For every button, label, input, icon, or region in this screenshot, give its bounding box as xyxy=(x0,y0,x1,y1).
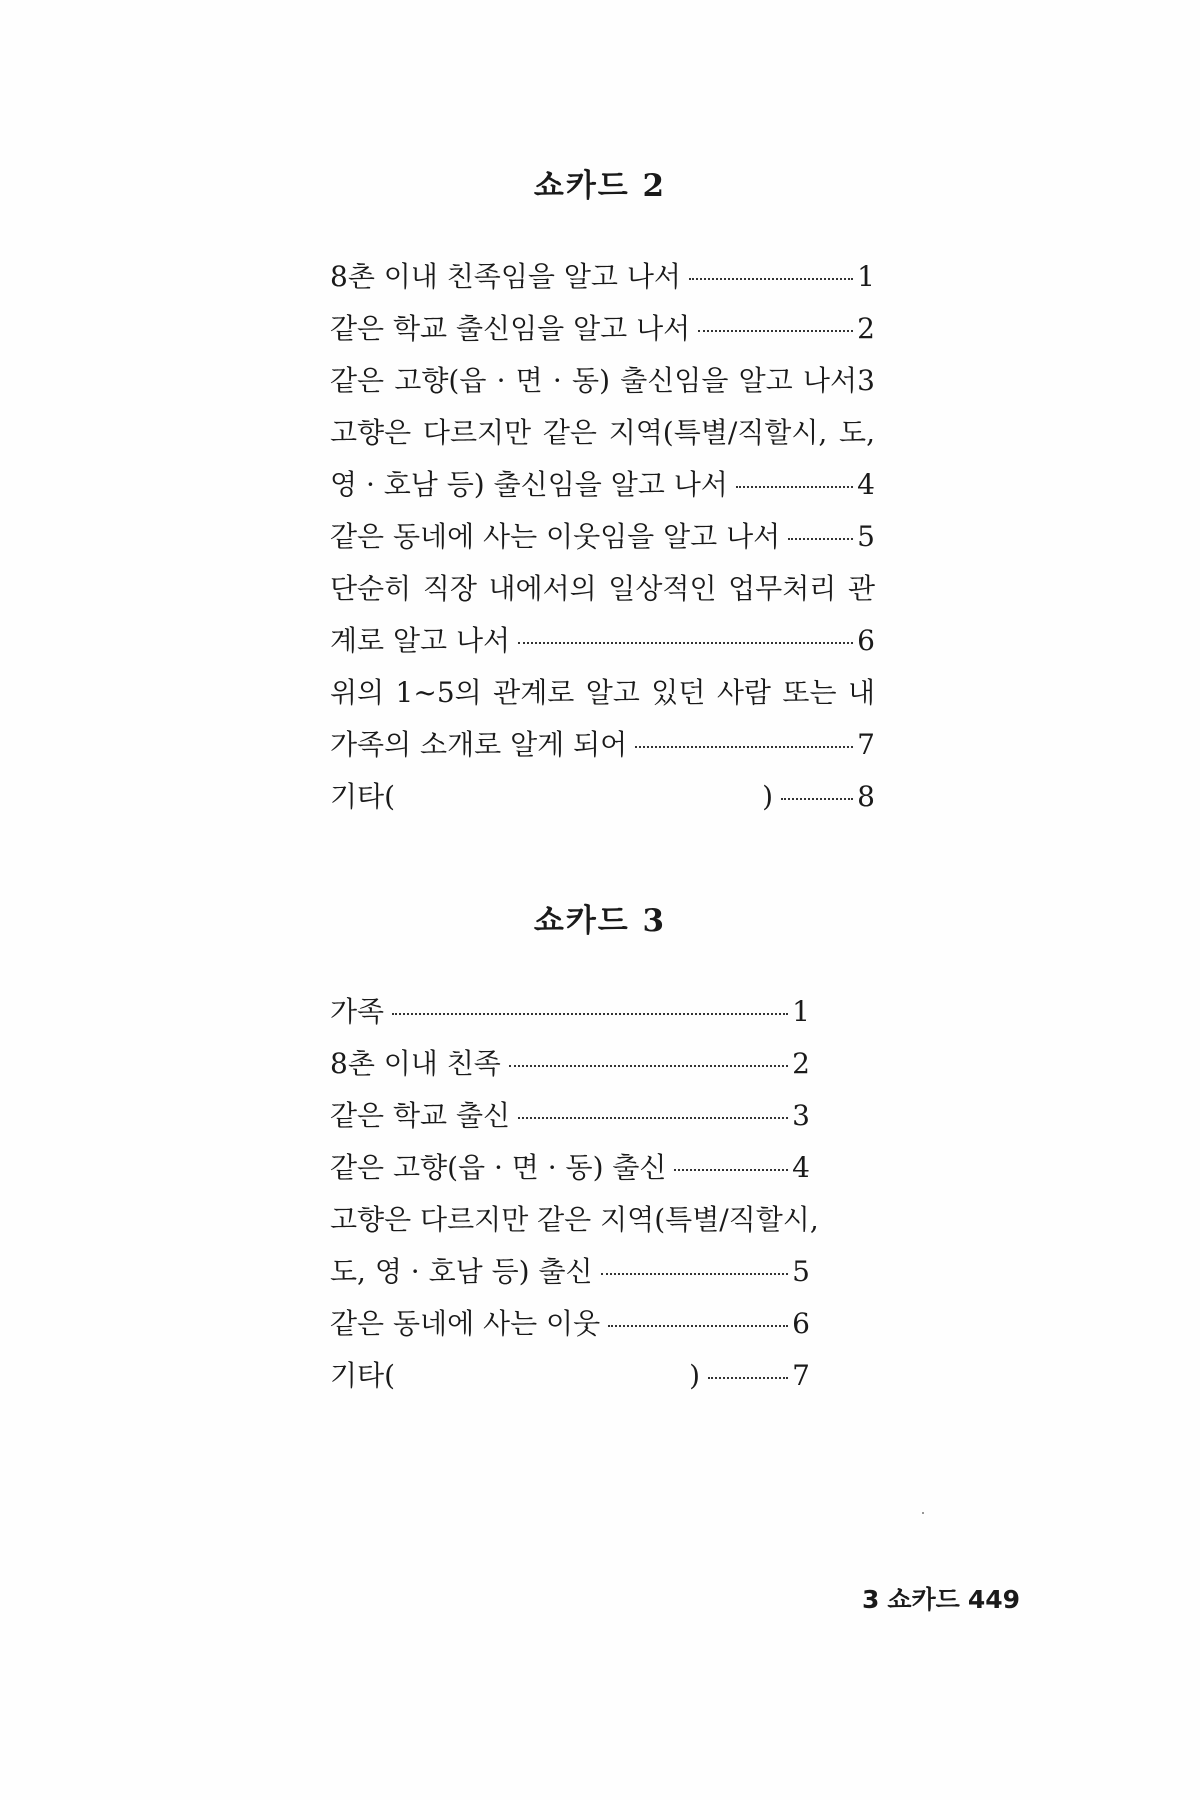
dot-leader xyxy=(708,1377,788,1379)
item-label: 같은 고향(읍 · 면 · 동) 출신 xyxy=(330,1151,667,1184)
item-number: 2 xyxy=(857,312,875,345)
item-label: 같은 학교 출신임을 알고 나서 xyxy=(330,312,691,345)
item-number: 1 xyxy=(792,995,810,1028)
item-number: 2 xyxy=(792,1047,810,1080)
item-label: 가족의 소개로 알게 되어 xyxy=(330,728,628,761)
item-label: 계로 알고 나서 xyxy=(330,624,511,657)
footer-section: 쇼카드 xyxy=(887,1585,960,1614)
item-label-line1: 위의 1~5의 관계로 알고 있던 사람 또는 내 xyxy=(330,676,875,709)
item-label: 같은 동네에 사는 이웃 xyxy=(330,1307,601,1340)
item-number: 6 xyxy=(792,1307,810,1340)
item-label: 기타( xyxy=(330,1359,396,1392)
item-label: 8촌 이내 친족임을 알고 나서 xyxy=(330,260,681,293)
item-number: 1 xyxy=(857,260,875,293)
item-label-line1: 고향은 다르지만 같은 지역(특별/직할시, 도, xyxy=(330,416,875,449)
item-number: 3 xyxy=(857,364,875,397)
item-label: 같은 고향(읍 · 면 · 동) 출신임을 알고 나서 xyxy=(330,364,857,397)
item-label: 가족 xyxy=(330,995,385,1028)
item-number: 7 xyxy=(792,1359,810,1392)
item-label: 같은 동네에 사는 이웃임을 알고 나서 xyxy=(330,520,781,553)
item-label: 도, 영 · 호남 등) 출신 xyxy=(330,1255,593,1288)
item-label: 영 · 호남 등) 출신임을 알고 나서 xyxy=(330,468,728,501)
card2-item-8 xyxy=(330,775,875,827)
item-number: 7 xyxy=(857,728,875,761)
item-number: 6 xyxy=(857,624,875,657)
item-number: 4 xyxy=(857,468,875,501)
card2-item-1 xyxy=(330,255,875,307)
item-label: 기타( xyxy=(330,780,396,813)
card2-item-7 xyxy=(330,723,875,775)
card2-title: 쇼카드 2 xyxy=(533,168,667,204)
card3-item-7 xyxy=(330,1354,810,1406)
scan-speck xyxy=(922,1512,924,1514)
card3-item-5 xyxy=(330,1250,810,1302)
card2-item-6-line1 xyxy=(330,567,875,619)
dot-leader xyxy=(601,1273,788,1275)
footer-chapter: 3 xyxy=(861,1585,880,1614)
dot-leader xyxy=(698,330,853,332)
card2-item-3 xyxy=(330,359,875,411)
item-number: 4 xyxy=(792,1151,810,1184)
item-label-line1: 단순히 직장 내에서의 일상적인 업무처리 관 xyxy=(330,572,875,605)
dot-leader xyxy=(518,642,853,644)
card3-item-2 xyxy=(330,1042,810,1094)
item-number: 5 xyxy=(857,520,875,553)
item-label-line1: 고향은 다르지만 같은 지역(특별/직할시, xyxy=(330,1203,819,1236)
item-close-paren: ) xyxy=(689,1359,700,1392)
card3-title: 쇼카드 3 xyxy=(533,903,667,939)
card2-item-2 xyxy=(330,307,875,359)
card2-item-4-line1 xyxy=(330,411,875,463)
page-footer xyxy=(854,1580,1020,1616)
item-close-paren: ) xyxy=(762,780,773,813)
card2-item-6 xyxy=(330,619,875,671)
dot-leader xyxy=(509,1065,788,1067)
card2-item-5 xyxy=(330,515,875,567)
item-label: 8촌 이내 친족 xyxy=(330,1047,501,1080)
dot-leader xyxy=(689,278,853,280)
page-number: 449 xyxy=(967,1585,1020,1614)
dot-leader xyxy=(635,746,853,748)
card3-item-5-line1 xyxy=(330,1198,819,1250)
dot-leader xyxy=(608,1325,788,1327)
dot-leader xyxy=(736,486,853,488)
card3-item-6 xyxy=(330,1302,810,1354)
item-label: 같은 학교 출신 xyxy=(330,1099,511,1132)
item-number: 8 xyxy=(857,780,875,813)
card3-list xyxy=(330,990,819,1406)
card3-item-1 xyxy=(330,990,810,1042)
card3-item-4 xyxy=(330,1146,810,1198)
dot-leader xyxy=(392,1013,788,1015)
dot-leader xyxy=(788,538,853,540)
card2-list xyxy=(330,255,875,827)
card2-item-4 xyxy=(330,463,875,515)
card3-item-3 xyxy=(330,1094,810,1146)
card2-item-7-line1 xyxy=(330,671,875,723)
dot-leader xyxy=(518,1117,788,1119)
item-number: 3 xyxy=(792,1099,810,1132)
dot-leader xyxy=(781,798,853,800)
item-number: 5 xyxy=(792,1255,810,1288)
dot-leader xyxy=(674,1169,788,1171)
